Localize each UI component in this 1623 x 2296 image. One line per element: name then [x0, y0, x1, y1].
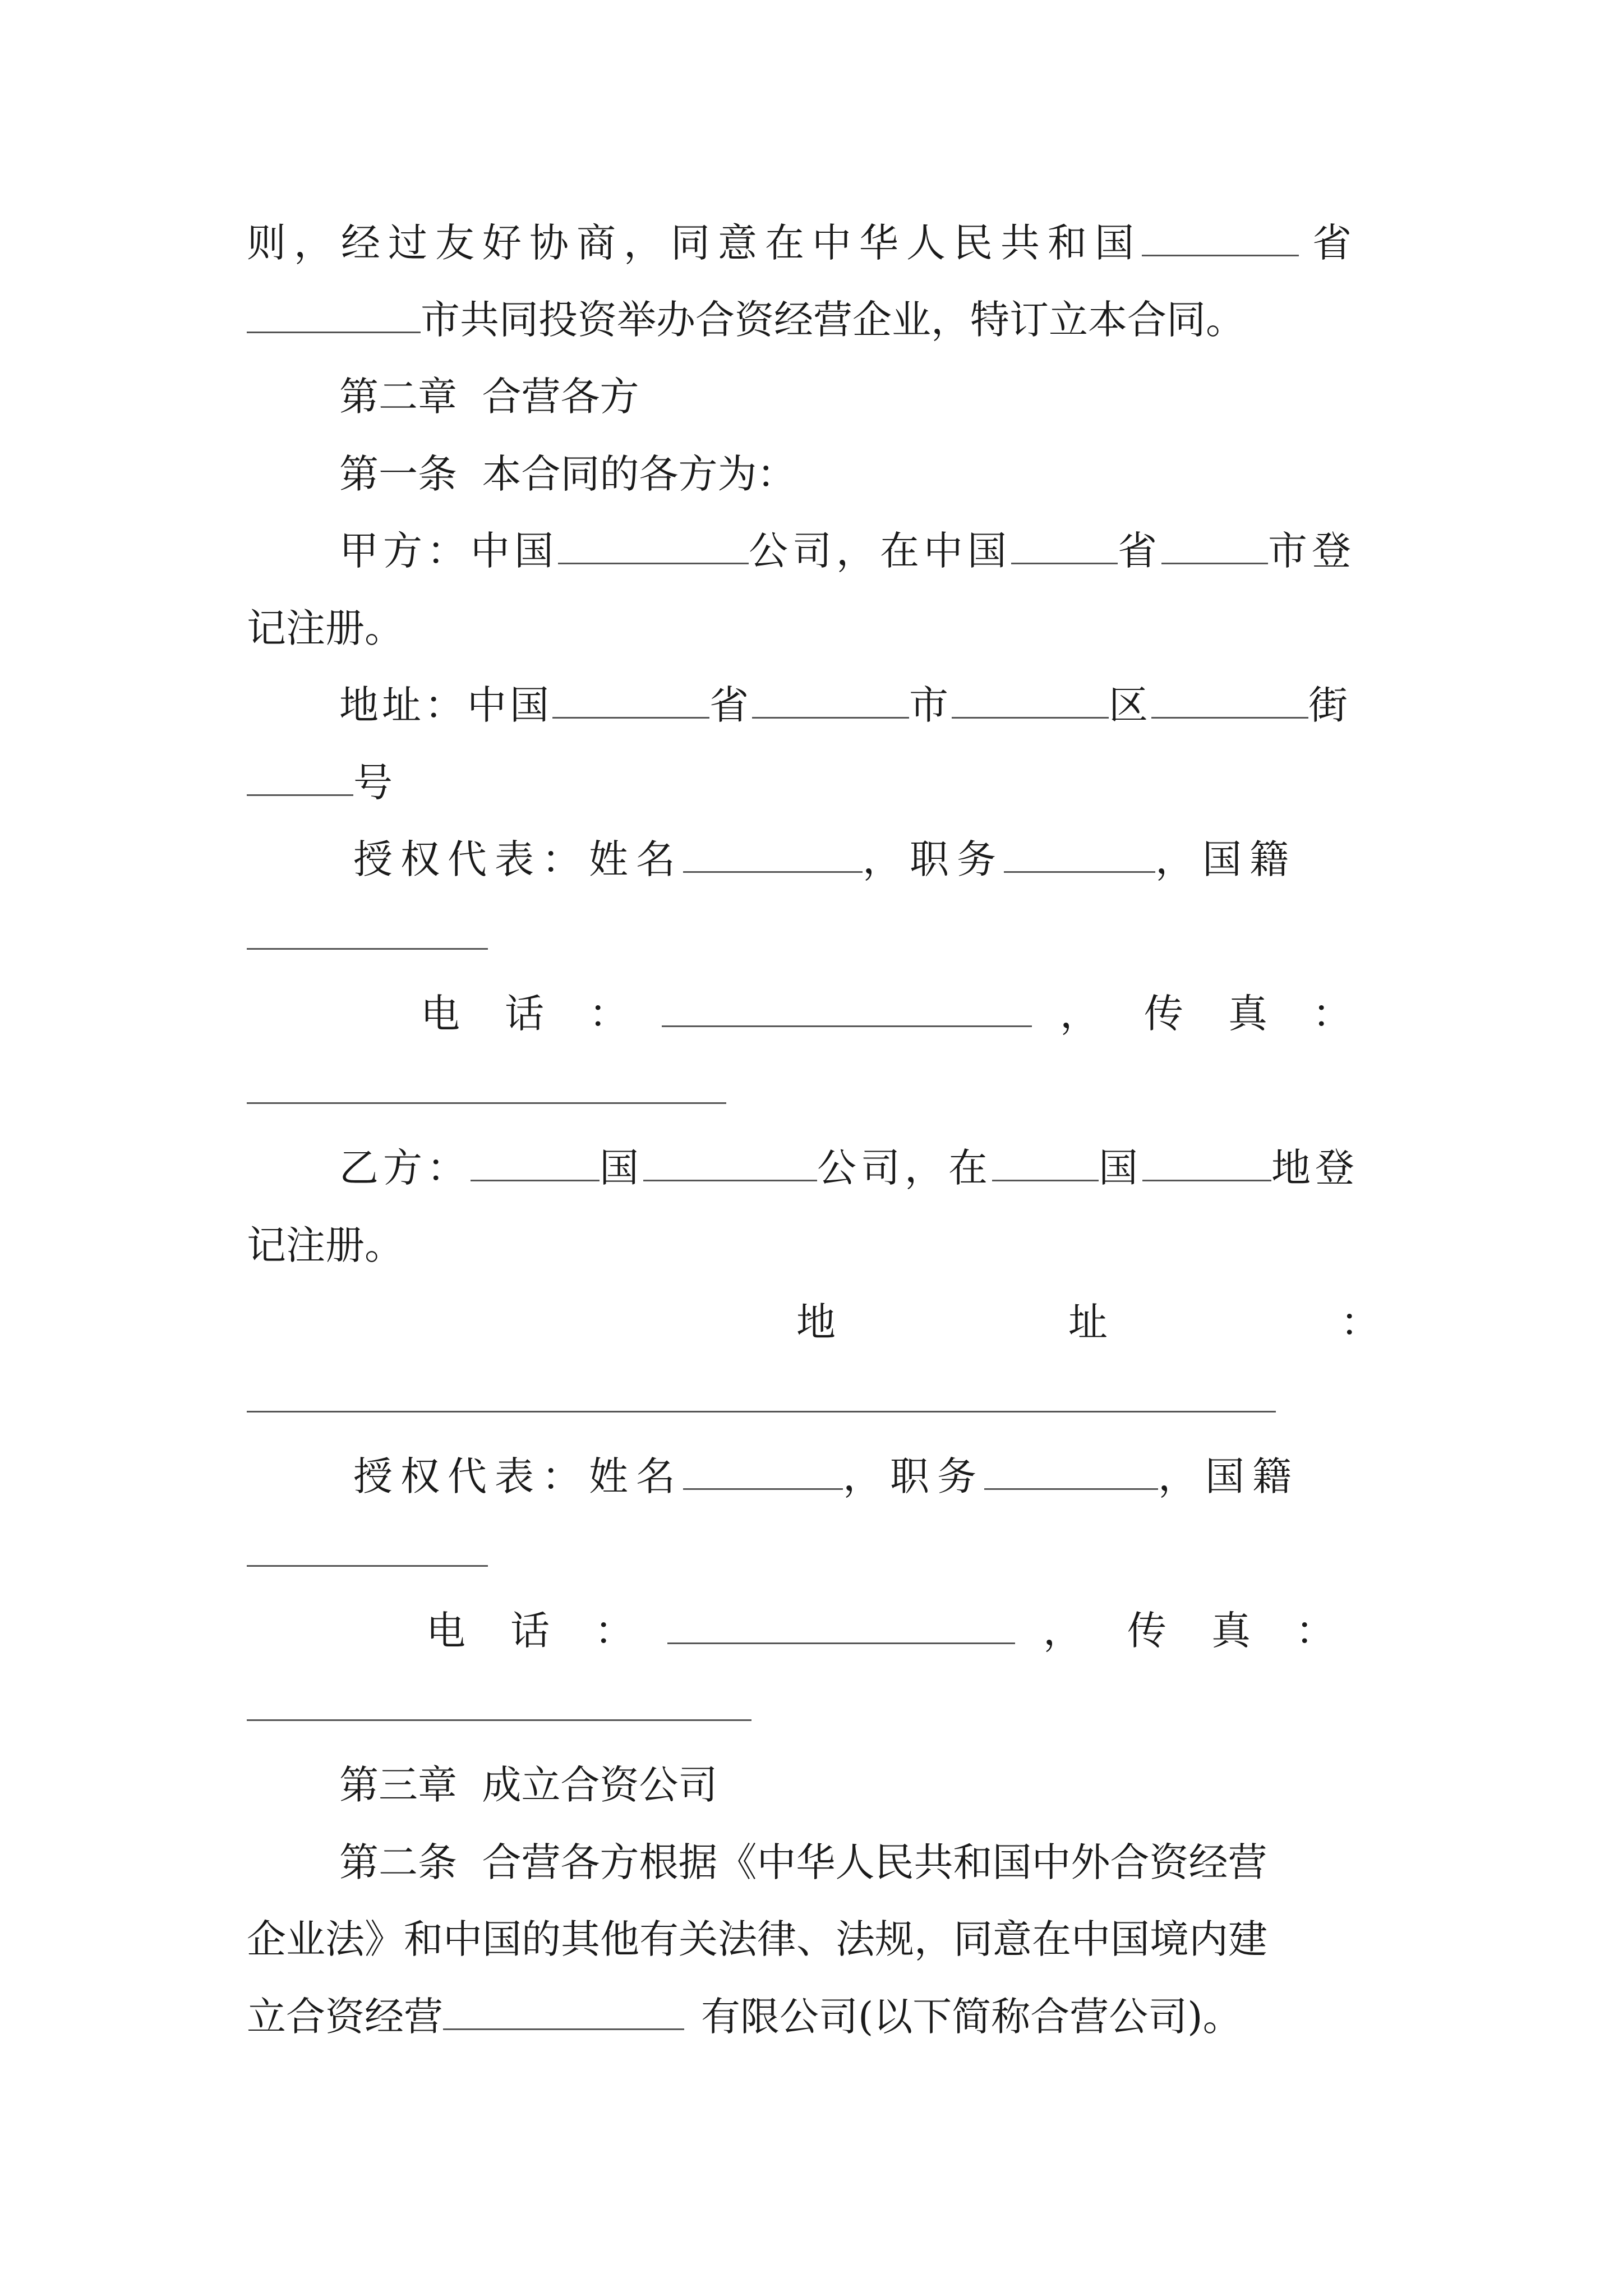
fill-blank[interactable] [247, 1411, 1276, 1412]
text-segment: 立合资经营 [247, 1994, 443, 2040]
fill-blank[interactable] [1011, 528, 1118, 564]
party-b-address-label: ： [1340, 1299, 1380, 1345]
text-segment: 公司，在 [817, 1145, 992, 1191]
text-segment: 号 [353, 760, 393, 806]
text-line: 企业法》和中国的其他有关法律、法规，同意在中国境内建 [247, 1916, 1267, 1962]
fill-blank[interactable] [1142, 1145, 1271, 1181]
party-b-representative [353, 1451, 1299, 1502]
party-a-line [339, 526, 1355, 576]
text-segment: 电 [421, 991, 460, 1037]
text-segment: 传 [1127, 1608, 1166, 1654]
text-segment: ： [589, 991, 628, 1037]
text-segment: ，职务 [843, 1453, 984, 1499]
text-line: 记注册。 [247, 605, 404, 651]
text-line [247, 1991, 1242, 2042]
text-segment: 电 [426, 1608, 465, 1654]
article-line: 第一条 本合同的各方为： [339, 451, 796, 497]
text-segment: 话 [505, 991, 544, 1037]
fill-blank[interactable] [552, 682, 709, 719]
text-segment: 真 [1211, 1608, 1251, 1654]
party-a-representative [353, 834, 1297, 885]
text-segment: ，国籍 [1158, 1453, 1299, 1499]
text-segment: 地址：中国 [339, 682, 552, 728]
text-segment: 街 [1308, 682, 1351, 728]
chapter-heading: 第三章 成立合资公司 [339, 1762, 718, 1808]
fill-blank[interactable] [247, 948, 488, 950]
fill-blank[interactable] [984, 1453, 1158, 1490]
text-segment: 市 [909, 682, 952, 728]
fill-blank[interactable] [683, 836, 863, 873]
fill-blank[interactable] [667, 1608, 1015, 1644]
text-segment: 区 [1109, 682, 1151, 728]
text-segment: 公司，在中国 [749, 528, 1011, 574]
fill-blank[interactable] [558, 528, 749, 564]
text-segment: ， [1043, 1608, 1082, 1654]
fill-blank[interactable] [1161, 528, 1268, 564]
chapter-heading: 第二章 合营各方 [339, 374, 639, 420]
text-segment: 市共同投资举办合资经营企业，特订立本合同。 [421, 297, 1245, 343]
text-segment: 市登 [1268, 528, 1355, 574]
fill-blank[interactable] [247, 1102, 726, 1104]
fill-blank[interactable] [247, 1719, 751, 1721]
fill-blank[interactable] [662, 991, 1032, 1027]
text-segment: 真 [1228, 991, 1267, 1037]
fill-blank[interactable] [247, 1565, 488, 1567]
text-segment: ： [594, 1608, 634, 1654]
party-b-address-label: 址 [1068, 1299, 1108, 1345]
party-b-phone [426, 1605, 1335, 1656]
fill-blank[interactable] [443, 1994, 684, 2030]
fill-blank[interactable] [683, 1453, 843, 1490]
text-segment: 省 [1118, 528, 1161, 574]
fill-blank[interactable] [752, 682, 909, 719]
party-b-address-label: 地 [796, 1299, 836, 1345]
text-segment: ： [1312, 991, 1352, 1037]
text-segment: ： [1295, 1608, 1335, 1654]
text-line [247, 295, 1245, 345]
text-segment: ，国籍 [1155, 836, 1297, 882]
text-segment: 乙方： [339, 1145, 471, 1191]
fill-blank[interactable] [1151, 682, 1308, 719]
text-segment: ， [1060, 991, 1099, 1037]
text-segment: 授权代表：姓名 [353, 836, 683, 882]
text-segment: 传 [1144, 991, 1183, 1037]
fill-blank[interactable] [952, 682, 1109, 719]
fill-blank[interactable] [1004, 836, 1155, 873]
fill-blank[interactable] [1142, 220, 1299, 256]
text-segment: 国 [1099, 1145, 1142, 1191]
fill-blank[interactable] [247, 760, 353, 796]
text-line [247, 757, 393, 808]
text-line: 记注册。 [247, 1222, 404, 1268]
text-segment: 授权代表：姓名 [353, 1453, 683, 1499]
text-segment: 国 [600, 1145, 643, 1191]
text-segment: 话 [510, 1608, 550, 1654]
text-segment: 甲方：中国 [339, 528, 558, 574]
text-segment: 则，经过友好协商，同意在中华人民共和国 [247, 220, 1142, 266]
text-segment: ，职务 [863, 836, 1004, 882]
text-line [247, 218, 1359, 268]
party-b-line [339, 1143, 1359, 1193]
text-segment: 有限公司(以下简称合营公司)。 [701, 1994, 1242, 2040]
fill-blank[interactable] [247, 297, 421, 333]
fill-blank[interactable] [643, 1145, 817, 1181]
article-line: 第二条 合营各方根据《中华人民共和国中外合资经营 [339, 1839, 1267, 1885]
fill-blank[interactable] [471, 1145, 600, 1181]
party-a-address [339, 680, 1351, 730]
party-a-phone [421, 988, 1352, 1039]
text-segment: 省 [1312, 220, 1359, 266]
text-segment: 地登 [1271, 1145, 1359, 1191]
fill-blank[interactable] [992, 1145, 1099, 1181]
text-segment: 省 [709, 682, 752, 728]
